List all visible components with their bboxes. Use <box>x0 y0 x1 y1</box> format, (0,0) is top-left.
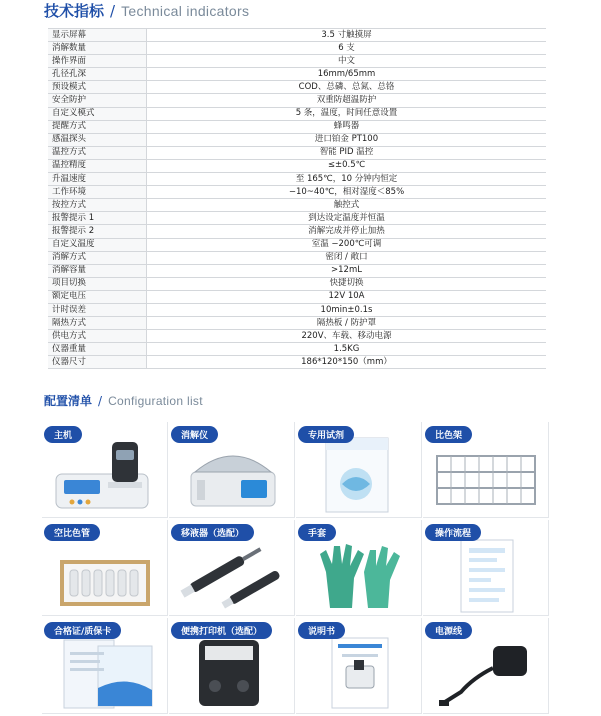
spec-row <box>48 42 546 55</box>
spec-value: 中文 <box>147 55 547 68</box>
spec-row <box>48 29 546 42</box>
spec-value: 16mm/65mm <box>147 68 547 81</box>
spec-table <box>48 28 546 369</box>
spec-value: 隔热板 / 防护罩 <box>147 317 547 330</box>
spec-row <box>48 277 546 290</box>
spec-value: 蜂鸣器 <box>147 120 547 133</box>
config-item <box>42 422 168 518</box>
spec-value: −10~40℃，相对湿度＜85% <box>147 186 547 199</box>
spec-row <box>48 330 546 343</box>
spec-row <box>48 107 546 120</box>
spec-value: 5 条，温度，时间任意设置 <box>147 107 547 120</box>
spec-row <box>48 159 546 172</box>
spec-value: ≤±0.5℃ <box>147 159 547 172</box>
spec-key: 感温探头 <box>48 133 147 146</box>
spec-value: 6 支 <box>147 42 547 55</box>
spec-value: 至 165℃，10 分钟内恒定 <box>147 173 547 186</box>
spec-row <box>48 68 546 81</box>
spec-key: 操作界面 <box>48 55 147 68</box>
config-item <box>296 618 422 714</box>
spec-value: 186*120*150（mm） <box>147 356 547 369</box>
config-item <box>169 520 295 616</box>
spec-value: COD、总磷、总氮、总铬 <box>147 81 547 94</box>
spec-value: 10min±0.1s <box>147 303 547 316</box>
config-item-label: 便携打印机（选配） <box>171 622 272 639</box>
spec-title-en: Technical indicators <box>121 3 250 19</box>
spec-row <box>48 186 546 199</box>
spec-row <box>48 81 546 94</box>
spec-value: 密闭 / 敞口 <box>147 251 547 264</box>
config-item-label: 说明书 <box>298 622 345 639</box>
spec-row <box>48 120 546 133</box>
spec-key: 安全防护 <box>48 94 147 107</box>
config-item-label: 空比色管 <box>44 524 100 541</box>
spec-section-title <box>44 0 249 21</box>
config-item-label: 手套 <box>298 524 336 541</box>
title-slash: / <box>98 394 103 408</box>
config-item-label: 电源线 <box>425 622 472 639</box>
config-title-en: Configuration list <box>108 394 203 408</box>
config-item <box>423 520 549 616</box>
spec-row <box>48 199 546 212</box>
spec-row <box>48 238 546 251</box>
spec-key: 消解容量 <box>48 264 147 277</box>
config-item <box>423 422 549 518</box>
spec-key: 温控精度 <box>48 159 147 172</box>
config-item <box>296 520 422 616</box>
config-item <box>169 422 295 518</box>
spec-key: 升温速度 <box>48 173 147 186</box>
spec-value: 快捷切换 <box>147 277 547 290</box>
spec-value: 1.5KG <box>147 343 547 356</box>
spec-value: 双重防超温防护 <box>147 94 547 107</box>
spec-key: 仪器重量 <box>48 343 147 356</box>
spec-value: 到达设定温度并恒温 <box>147 212 547 225</box>
config-item-label: 比色架 <box>425 426 472 443</box>
config-item-label: 操作流程 <box>425 524 481 541</box>
config-item-label: 专用试剂 <box>298 426 354 443</box>
spec-title-cn: 技术指标 <box>44 2 105 20</box>
spec-key: 显示屏幕 <box>48 29 147 42</box>
spec-key: 预设模式 <box>48 81 147 94</box>
spec-key: 供电方式 <box>48 330 147 343</box>
spec-row <box>48 251 546 264</box>
spec-row <box>48 290 546 303</box>
spec-key: 温控方式 <box>48 146 147 159</box>
spec-row <box>48 303 546 316</box>
spec-value: 进口铂金 PT100 <box>147 133 547 146</box>
spec-value: 消解完成并停止加热 <box>147 225 547 238</box>
spec-key: 自定义模式 <box>48 107 147 120</box>
config-item <box>42 520 168 616</box>
spec-row <box>48 317 546 330</box>
spec-key: 项目切换 <box>48 277 147 290</box>
spec-key: 报警提示 2 <box>48 225 147 238</box>
config-item-label: 主机 <box>44 426 82 443</box>
config-item <box>296 422 422 518</box>
spec-row <box>48 225 546 238</box>
spec-value: 触控式 <box>147 199 547 212</box>
spec-value: 12V 10A <box>147 290 547 303</box>
spec-row <box>48 94 546 107</box>
spec-key: 仪器尺寸 <box>48 356 147 369</box>
spec-key: 报警提示 1 <box>48 212 147 225</box>
spec-row <box>48 173 546 186</box>
spec-key: 隔热方式 <box>48 317 147 330</box>
spec-value: 智能 PID 温控 <box>147 146 547 159</box>
spec-row <box>48 212 546 225</box>
spec-row <box>48 343 546 356</box>
config-item-label: 移液器（选配） <box>171 524 254 541</box>
spec-key: 工作环境 <box>48 186 147 199</box>
title-slash: / <box>110 2 116 20</box>
spec-value: 220V、车载、移动电源 <box>147 330 547 343</box>
spec-row <box>48 146 546 159</box>
spec-row <box>48 264 546 277</box>
config-item-label: 合格证/质保卡 <box>44 622 121 639</box>
config-item-label: 消解仪 <box>171 426 218 443</box>
config-item <box>169 618 295 714</box>
spec-value: >12mL <box>147 264 547 277</box>
config-title-cn: 配置清单 <box>44 394 93 408</box>
spec-key: 孔径孔深 <box>48 68 147 81</box>
spec-key: 提醒方式 <box>48 120 147 133</box>
config-item <box>42 618 168 714</box>
config-section-title <box>44 392 203 409</box>
spec-key: 自定义温度 <box>48 238 147 251</box>
spec-key: 额定电压 <box>48 290 147 303</box>
spec-row <box>48 55 546 68</box>
spec-value: 室温 −200℃可调 <box>147 238 547 251</box>
config-item <box>423 618 549 714</box>
spec-key: 按控方式 <box>48 199 147 212</box>
spec-key: 消解数量 <box>48 42 147 55</box>
spec-key: 消解方式 <box>48 251 147 264</box>
spec-row <box>48 133 546 146</box>
spec-key: 计时误差 <box>48 303 147 316</box>
spec-row <box>48 356 546 369</box>
spec-value: 3.5 寸触摸屏 <box>147 29 547 42</box>
